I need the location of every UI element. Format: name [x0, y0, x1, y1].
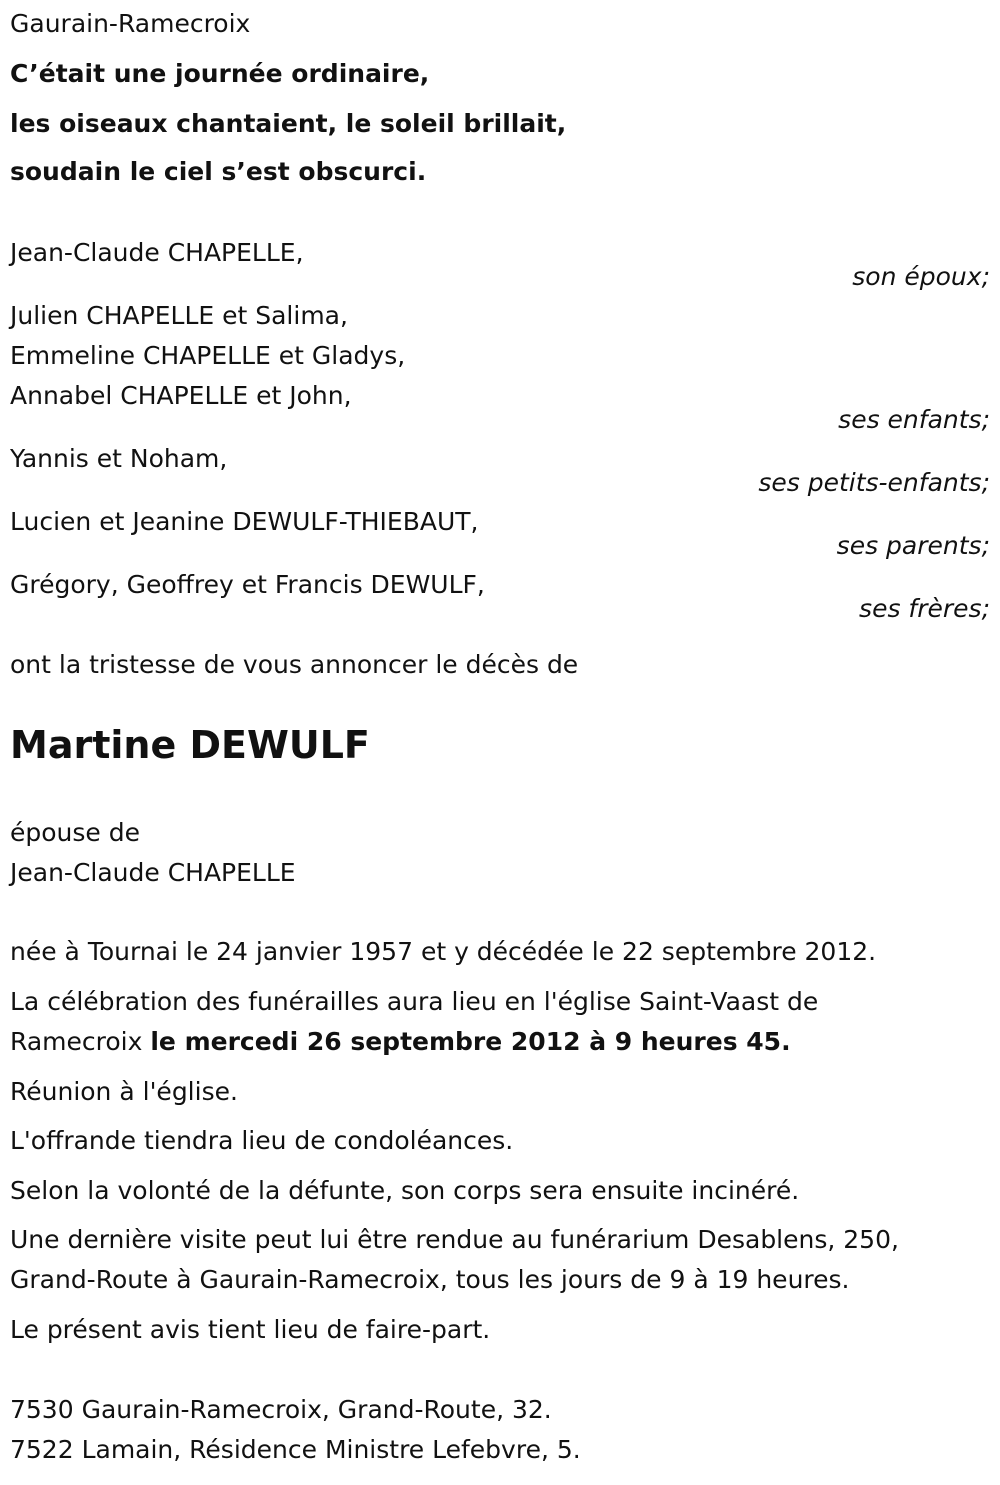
- spouse-label: épouse de: [10, 818, 140, 847]
- poem-line-3: soudain le ciel s’est obscurci.: [10, 157, 427, 186]
- meeting-note: Réunion à l'église.: [10, 1077, 238, 1106]
- family-name: Julien CHAPELLE et Salima,: [10, 301, 348, 330]
- family-name: Grégory, Geoffrey et Francis DEWULF,: [10, 570, 485, 599]
- announcement-text: ont la tristesse de vous annoncer le décès de: [10, 650, 579, 679]
- family-name: Yannis et Noham,: [10, 444, 228, 473]
- offering-note: L'offrande tiendra lieu de condoléances.: [10, 1126, 514, 1155]
- visit-line-2: Grand-Route à Gaurain-Ramecroix, tous les jours de 9 à 19 heures.: [10, 1265, 850, 1294]
- ceremony-datetime: le mercedi 26 septembre 2012 à 9 heures 45.: [150, 1027, 791, 1056]
- ceremony-place: Ramecroix: [10, 1027, 143, 1056]
- birth-death-text: née à Tournai le 24 janvier 1957 et y décédée le 22 septembre 2012.: [10, 937, 877, 966]
- poem-line-2: les oiseaux chantaient, le soleil brillait,: [10, 109, 567, 138]
- family-name: Annabel CHAPELLE et John,: [10, 381, 352, 410]
- location-header: Gaurain-Ramecroix: [10, 9, 251, 38]
- poem-line-1: C’était une journée ordinaire,: [10, 59, 430, 88]
- visit-line-1: Une dernière visite peut lui être rendue au funérarium Desablens, 250,: [10, 1225, 899, 1254]
- family-relation: ses enfants;: [838, 405, 990, 434]
- deceased-name: Martine DEWULF: [10, 723, 370, 767]
- family-name: Emmeline CHAPELLE et Gladys,: [10, 341, 406, 370]
- family-name: Jean-Claude CHAPELLE,: [10, 238, 304, 267]
- family-relation: ses frères;: [859, 594, 990, 623]
- family-name: Lucien et Jeanine DEWULF-THIEBAUT,: [10, 507, 479, 536]
- ceremony-line-2: [10, 1028, 791, 1056]
- faire-part-note: Le présent avis tient lieu de faire-part.: [10, 1315, 491, 1344]
- spouse-name: Jean-Claude CHAPELLE: [10, 858, 296, 887]
- address-line-1: 7530 Gaurain-Ramecroix, Grand-Route, 32.: [10, 1395, 552, 1424]
- cremation-note: Selon la volonté de la défunte, son corps sera ensuite incinéré.: [10, 1176, 800, 1205]
- family-relation: son époux;: [852, 262, 990, 291]
- family-relation: ses parents;: [836, 531, 990, 560]
- family-relation: ses petits-enfants;: [758, 468, 990, 497]
- ceremony-line-1: La célébration des funérailles aura lieu en l'église Saint-Vaast de: [10, 987, 819, 1016]
- address-line-2: 7522 Lamain, Résidence Ministre Lefebvre, 5.: [10, 1435, 581, 1464]
